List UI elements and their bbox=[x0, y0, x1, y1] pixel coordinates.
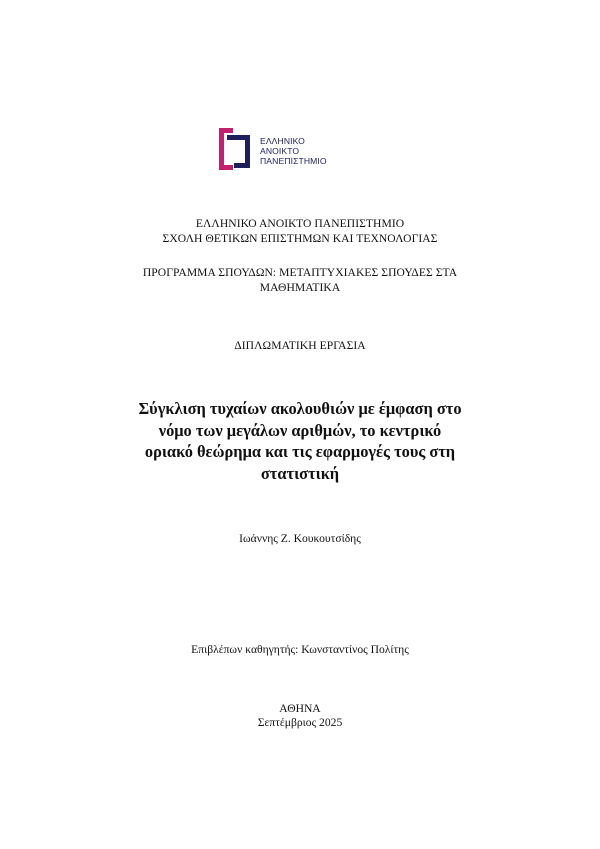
logo-text bbox=[260, 136, 327, 167]
program-line-2: ΜΑΘΗΜΑΤΙΚΑ bbox=[259, 281, 341, 294]
logo-mark-icon bbox=[218, 126, 258, 172]
date: Σεπτέμβριος 2025 bbox=[257, 716, 343, 729]
document-type: ΔΙΠΛΩΜΑΤΙΚΗ ΕΡΓΑΣΙΑ bbox=[234, 339, 366, 352]
title-line: οριακό θεώρημα και τις εφαρμογές τους στη bbox=[144, 442, 456, 461]
author-name: Ιωάννης Ζ. Κουκουτσίδης bbox=[239, 532, 361, 545]
logo-line: ΕΛΛΗΝΙΚΟ bbox=[260, 136, 305, 146]
city: ΑΘΗΝΑ bbox=[279, 702, 321, 715]
program-line-1: ΠΡΟΓΡΑΜΜΑ ΣΠΟΥΔΩΝ: ΜΕΤΑΠΤΥΧΙΑΚΕΣ ΣΠΟΥΔΕΣ ΣΤΑ bbox=[142, 266, 458, 279]
title-line: Σύγκλιση τυχαίων ακολουθιών με έμφαση στο bbox=[138, 399, 462, 418]
logo-line: ΑΝΟΙΚΤΟ bbox=[260, 146, 300, 157]
university-logo bbox=[218, 126, 338, 172]
university-name: ΕΛΛΗΝΙΚΟ ΑΝΟΙΚΤΟ ΠΑΝΕΠΙΣΤΗΜΙΟ bbox=[195, 217, 405, 230]
title-line: νόμο των μεγάλων αριθμών, το κεντρικό bbox=[158, 420, 442, 440]
logo-line: ΠΑΝΕΠΙΣΤΗΜΙΟ bbox=[260, 156, 327, 167]
title-line: στατιστική bbox=[260, 463, 340, 483]
thesis-title bbox=[0, 398, 600, 484]
supervisor: Επιβλέπων καθηγητής: Κωνσταντίνος Πολίτης bbox=[191, 643, 409, 656]
school-name: ΣΧΟΛΗ ΘΕΤΙΚΩΝ ΕΠΙΣΤΗΜΩΝ ΚΑΙ ΤΕΧΝΟΛΟΓΙΑΣ bbox=[162, 232, 438, 245]
